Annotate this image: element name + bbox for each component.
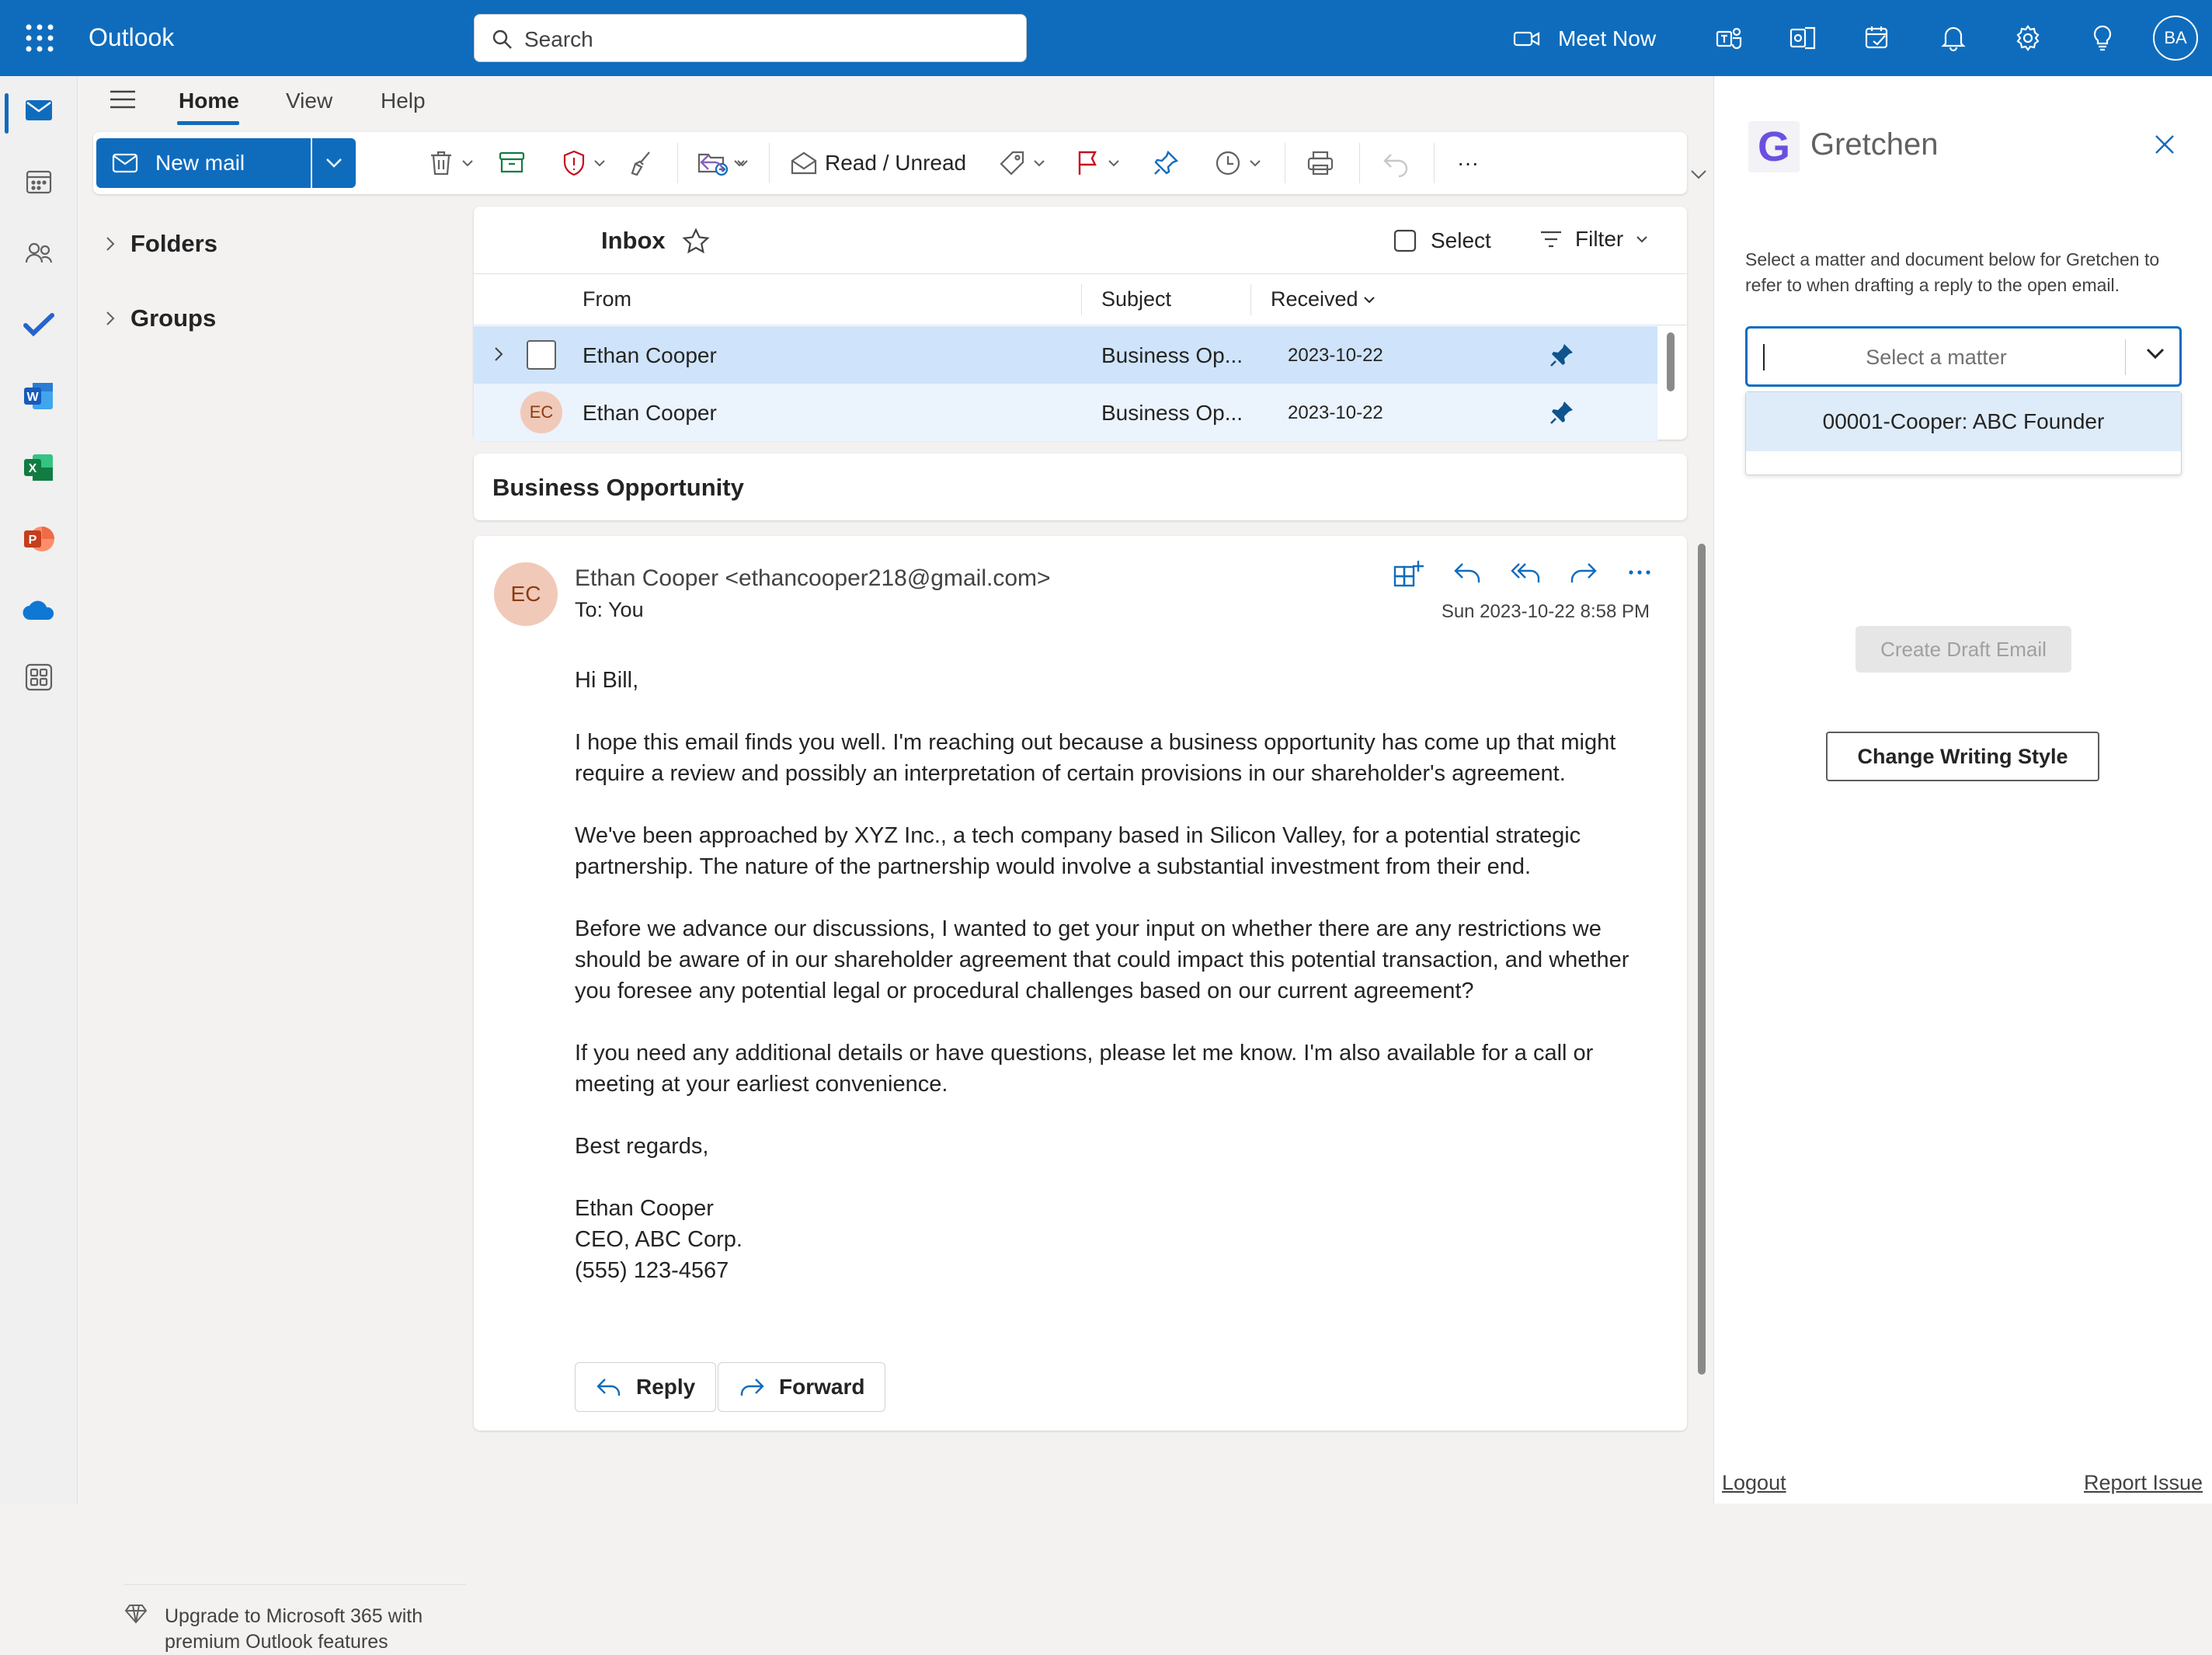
search-placeholder: Search: [524, 27, 593, 51]
reading-pane: [474, 536, 1687, 1431]
recipient-line: To: You: [575, 598, 644, 621]
reply-label: Reply: [636, 1375, 696, 1399]
matter-select-placeholder: Select a matter: [1866, 346, 2007, 369]
conversation-subject: Business Opportunity: [492, 474, 744, 501]
report-issue-link[interactable]: Report Issue: [2084, 1471, 2203, 1494]
printer-icon: [1306, 150, 1334, 176]
powerpoint-icon[interactable]: [20, 520, 57, 558]
message-list: [474, 207, 1687, 440]
star-icon[interactable]: [683, 228, 709, 253]
new-mail-label: New mail: [155, 151, 245, 175]
select-divider: [2125, 339, 2126, 375]
svg-text:W: W: [26, 391, 39, 404]
row-from: Ethan Cooper: [583, 401, 717, 425]
row-from: Ethan Cooper: [583, 343, 717, 367]
todo-icon[interactable]: [20, 306, 57, 343]
mail-icon[interactable]: [20, 92, 57, 129]
groups-node[interactable]: [106, 304, 216, 332]
row-date: 2023-10-22: [1288, 345, 1383, 366]
chevron-down-icon: [1033, 159, 1045, 167]
meet-now-label: Meet Now: [1558, 26, 1657, 50]
people-icon[interactable]: [20, 235, 57, 272]
top-bar: [0, 0, 2212, 76]
chevron-right-icon: [106, 236, 115, 252]
video-camera-icon: [1513, 30, 1541, 48]
forward-icon[interactable]: [1569, 559, 1598, 590]
ribbon-toolbar: [93, 132, 1687, 194]
chevron-down-icon: [1108, 159, 1120, 167]
gretchen-addin-panel: [1713, 76, 2212, 1504]
bell-icon[interactable]: [1937, 22, 1970, 54]
tag-icon: [999, 150, 1025, 176]
column-header-from[interactable]: From: [583, 287, 631, 311]
tab-help[interactable]: Help: [381, 89, 426, 113]
body-paragraph: I hope this email finds you well. I'm reaching out because a business opportunity has come up that might require a review and possibly an interpretation of certain provisions in our shareholder's agreement.: [575, 730, 1616, 786]
search-icon: [492, 29, 513, 50]
toolbar-divider: [769, 143, 770, 183]
reply-icon: [699, 152, 725, 174]
print-button[interactable]: [1306, 148, 1334, 179]
reply-all-icon[interactable]: [1510, 559, 1541, 590]
toolbar-divider: [1359, 143, 1360, 183]
column-divider[interactable]: [1250, 284, 1251, 315]
chevron-down-icon[interactable]: [2145, 347, 2165, 360]
body-paragraph: We've been approached by XYZ Inc., a tech company based in Silicon Valley, for a potential strategic partnership. The nature of the partnership would involve a substantial investment from their end.: [575, 823, 1581, 879]
new-mail-icon: [112, 153, 138, 173]
reply-icon: [596, 1376, 622, 1398]
sender-address[interactable]: Ethan Cooper <ethancooper218@gmail.com>: [575, 565, 1051, 591]
rail-active-indicator: [5, 93, 9, 134]
list-scrollbar[interactable]: [1667, 332, 1675, 391]
pin-icon[interactable]: [1549, 342, 1575, 368]
upgrade-banner[interactable]: [124, 1584, 466, 1655]
apps-icon[interactable]: [1393, 559, 1424, 590]
sender-avatar: EC: [520, 391, 562, 433]
select-button[interactable]: [1393, 228, 1491, 253]
filter-button[interactable]: [1539, 227, 1648, 252]
groups-label: Groups: [130, 304, 217, 332]
addin-description: Select a matter and document below for Gretchen to refer to when drafting a reply to the open email.: [1745, 249, 2160, 295]
chevron-down-icon: [733, 159, 746, 167]
sender-avatar[interactable]: EC: [494, 562, 558, 626]
svg-text:P: P: [28, 534, 37, 547]
forward-icon: [739, 1376, 765, 1398]
gretchen-logo: G: [1748, 121, 1800, 172]
column-header-subject[interactable]: Subject: [1101, 287, 1172, 311]
message-actions: [1393, 559, 1653, 590]
app-title[interactable]: Outlook: [89, 23, 175, 51]
pin-icon: [1153, 150, 1179, 176]
change-writing-style-button[interactable]: Change Writing Style: [1826, 732, 2099, 781]
column-divider[interactable]: [1081, 284, 1082, 315]
envelope-open-icon: [791, 151, 817, 175]
body-paragraph: Before we advance our discussions, I wanted to get your input on whether there are any restrictions we should be aware of in our shareholder agreement that could impact this potential transaction, and whether you foresee any potential legal or procedural challenges based on our current agreement?: [575, 916, 1629, 1003]
reply-all-dropdown-button[interactable]: [699, 148, 746, 179]
matter-dropdown-menu: [1745, 391, 2182, 475]
chevron-down-icon: [1249, 159, 1261, 167]
snooze-button[interactable]: [1215, 148, 1261, 179]
body-paragraph: If you need any additional details or have questions, please let me know. I'm also available for a call or meeting at your earliest convenience.: [575, 1041, 1594, 1097]
row-date: 2023-10-22: [1288, 402, 1383, 423]
filter-label: Filter: [1575, 227, 1624, 251]
meet-now-button[interactable]: [1513, 23, 1656, 54]
read-unread-button[interactable]: [791, 148, 966, 179]
matter-option[interactable]: 00001-Cooper: ABC Founder: [1746, 392, 2181, 451]
folders-label: Folders: [130, 230, 217, 257]
chevron-down-icon: [1636, 235, 1648, 243]
toolbar-divider: [677, 143, 678, 183]
inbox-header: [601, 227, 709, 255]
signature-phone: (555) 123-4567: [575, 1258, 729, 1283]
teams-icon[interactable]: [1713, 22, 1746, 54]
reply-button[interactable]: [575, 1362, 716, 1412]
word-icon[interactable]: [20, 377, 57, 415]
tab-view[interactable]: View: [286, 89, 333, 113]
checkbox-icon: [1393, 229, 1417, 252]
more-horizontal-icon: ···: [1457, 151, 1479, 175]
hamburger-menu-icon[interactable]: [109, 89, 137, 110]
row-subject: Business Op...: [1101, 343, 1243, 367]
svg-text:X: X: [28, 462, 37, 475]
more-apps-icon[interactable]: [20, 659, 57, 696]
ribbon-expand-icon[interactable]: [1690, 169, 1707, 180]
clock-icon: [1215, 150, 1241, 176]
logout-link[interactable]: Logout: [1722, 1471, 1786, 1494]
signature-title: CEO, ABC Corp.: [575, 1227, 743, 1252]
undo-button[interactable]: [1382, 148, 1409, 179]
row-subject: Business Op...: [1101, 401, 1243, 425]
list-header-divider: [474, 273, 1687, 274]
select-label: Select: [1431, 228, 1491, 252]
inbox-title: Inbox: [601, 227, 666, 254]
my-day-icon[interactable]: [1861, 22, 1894, 54]
sort-descending-icon: [1363, 296, 1376, 304]
more-horizontal-icon[interactable]: [1626, 559, 1653, 590]
account-avatar[interactable]: BA: [2153, 16, 2198, 61]
tab-home-indicator: [177, 121, 239, 125]
upgrade-text: Upgrade to Microsoft 365 with premium Outlook features: [165, 1605, 423, 1653]
message-datetime: Sun 2023-10-22 8:58 PM: [1441, 601, 1650, 622]
reply-icon[interactable]: [1452, 559, 1482, 590]
pin-icon[interactable]: [1549, 399, 1575, 426]
forward-button[interactable]: [718, 1362, 885, 1412]
message-body: [575, 665, 1631, 1286]
gear-icon[interactable]: [2012, 22, 2044, 54]
close-icon[interactable]: [2154, 134, 2175, 155]
office-icon[interactable]: [1786, 22, 1819, 54]
pin-button[interactable]: [1153, 148, 1179, 179]
body-closing: Best regards,: [575, 1134, 709, 1159]
read-unread-label: Read / Unread: [825, 151, 967, 175]
table-row[interactable]: [474, 384, 1657, 441]
column-header-received[interactable]: [1271, 287, 1376, 311]
flag-button[interactable]: [1076, 148, 1120, 179]
forward-label: Forward: [779, 1375, 865, 1399]
app-launcher-icon[interactable]: [25, 23, 54, 53]
signature-name: Ethan Cooper: [575, 1196, 714, 1221]
matter-select[interactable]: [1745, 326, 2182, 387]
received-label: Received: [1271, 287, 1358, 311]
undo-icon: [1382, 151, 1409, 175]
row-checkbox[interactable]: [527, 340, 556, 370]
calendar-icon[interactable]: [20, 163, 57, 200]
tab-home[interactable]: Home: [179, 89, 239, 113]
lightbulb-icon[interactable]: [2086, 22, 2119, 54]
folder-pane: [78, 202, 468, 1653]
folders-node[interactable]: [106, 230, 217, 258]
flag-icon: [1076, 150, 1100, 176]
diamond-icon: [124, 1604, 148, 1655]
onedrive-icon[interactable]: [20, 592, 57, 629]
search-input[interactable]: [474, 14, 1027, 62]
addin-title: Gretchen: [1810, 127, 1939, 162]
create-draft-email-button[interactable]: Create Draft Email: [1856, 626, 2071, 673]
chevron-right-icon: [106, 311, 115, 326]
body-greeting: Hi Bill,: [575, 668, 639, 693]
categorize-button[interactable]: [999, 148, 1045, 179]
table-row[interactable]: [474, 326, 1657, 384]
chevron-right-icon[interactable]: [494, 346, 503, 362]
toolbar-divider: [1434, 143, 1435, 183]
filter-icon: [1539, 230, 1563, 249]
reading-pane-scrollbar[interactable]: [1698, 544, 1706, 1375]
app-rail: [0, 76, 78, 1504]
new-mail-button[interactable]: [96, 138, 311, 188]
conversation-subject-bar: [474, 454, 1687, 520]
more-options-button[interactable]: [1457, 148, 1479, 179]
excel-icon[interactable]: [20, 449, 57, 486]
